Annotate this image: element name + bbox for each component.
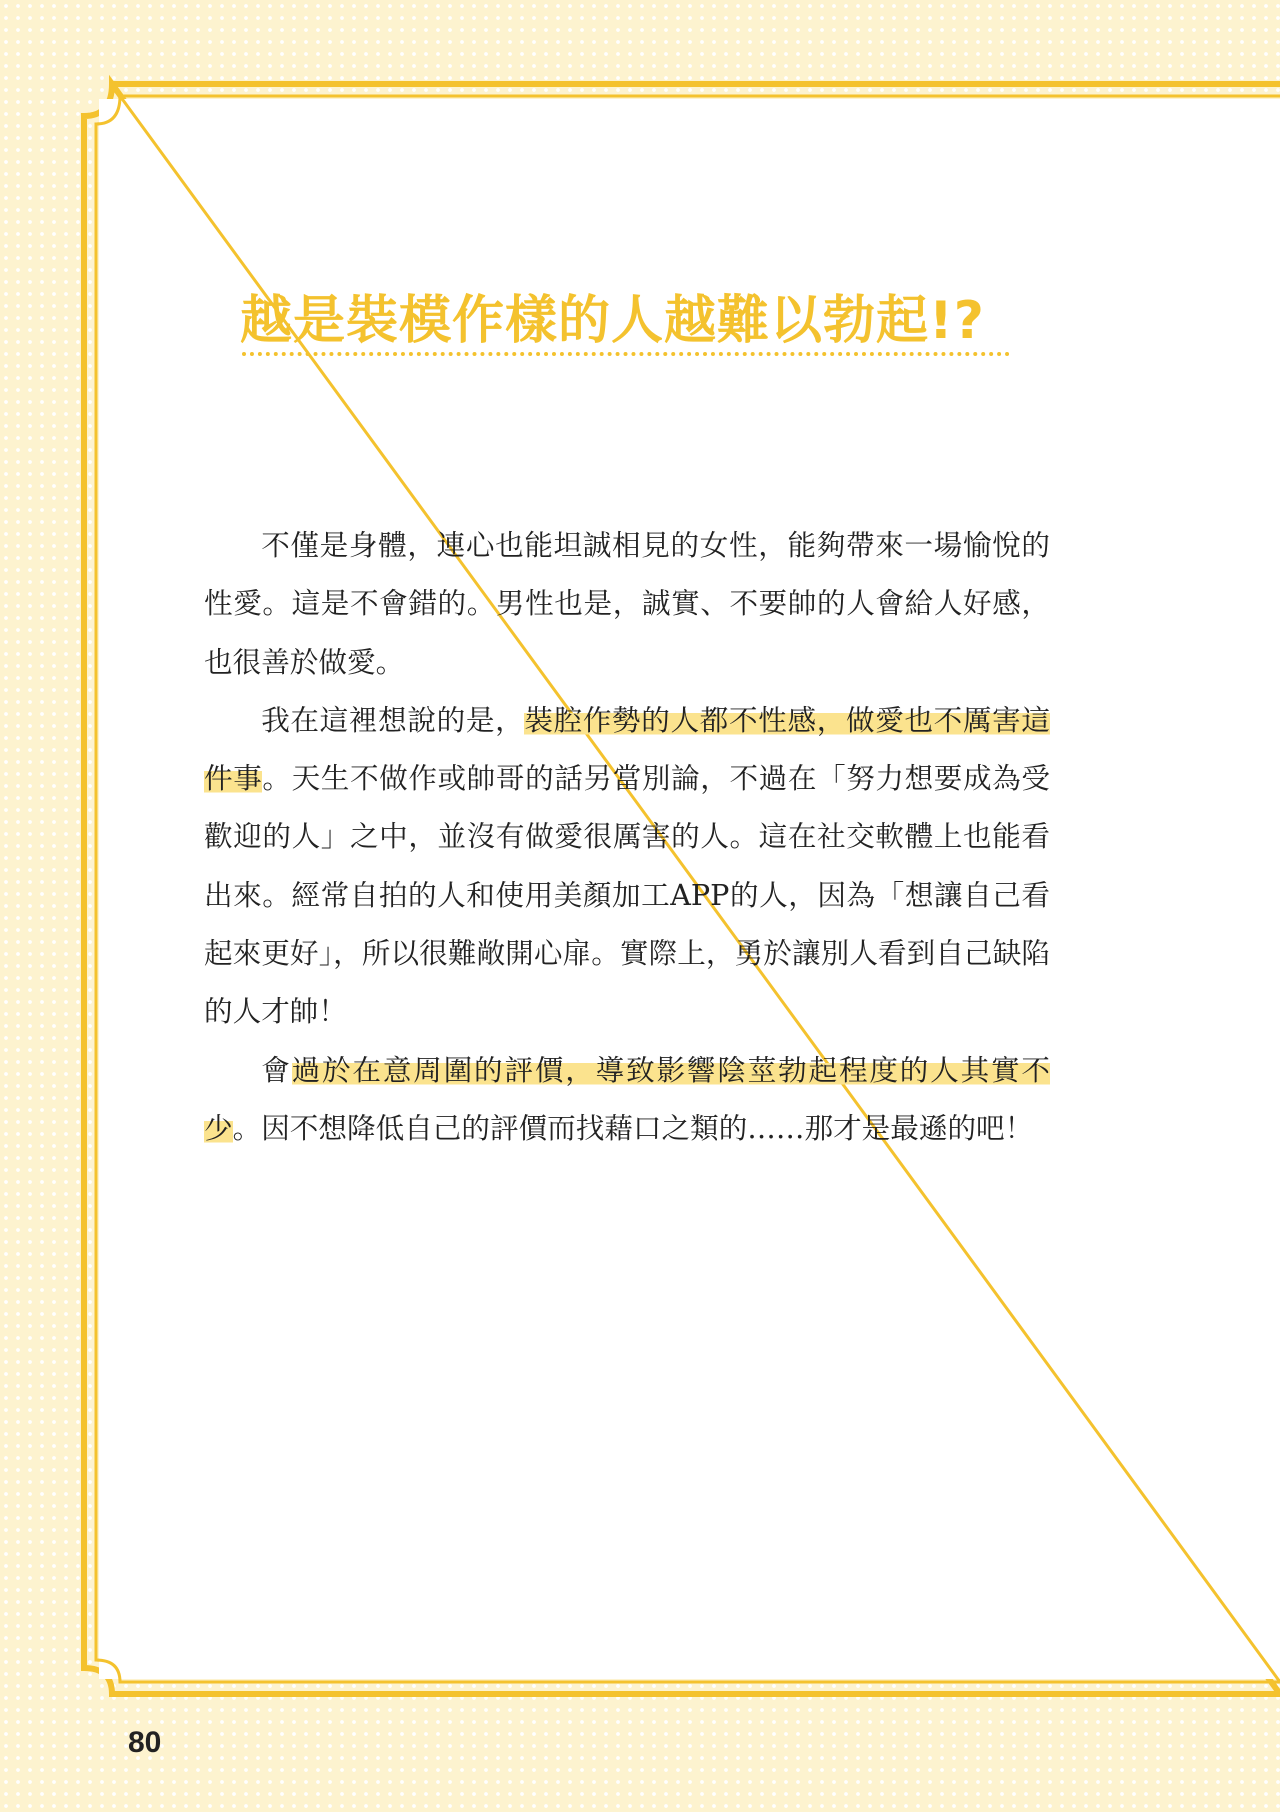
highlighted-text: 裝腔作勢的人都不性感，做愛也不厲害這件事 bbox=[204, 702, 1050, 796]
highlighted-text: 過於在意周圍的評價，導致影響陰莖勃起程度的人其實不少 bbox=[204, 1052, 1050, 1145]
body-text bbox=[204, 516, 1050, 1157]
paragraph bbox=[204, 516, 1050, 691]
page-title: 越是裝模作樣的人越難以勃起!? bbox=[240, 291, 985, 351]
paragraph bbox=[204, 1041, 1050, 1158]
paragraph-text: 不僅是身體，連心也能坦誠相見的女性，能夠帶來一場愉悅的性愛。這是不會錯的。男性也是，誠實、不要帥的人會給人好感，也很善於做愛。 bbox=[204, 528, 1050, 679]
title-dotted-underline bbox=[242, 352, 1010, 356]
paragraph-text: 。天生不做作或帥哥的話另當別論，不過在「努力想要成為受歡迎的人」之中，並沒有做愛很厲害的人。這在社交軟體上也能看出來。經常自拍的人和使用美顏加工APP的人，因為「想讓自己看起來更好」，所以很難敞開心扉。實際上，勇於讓別人看到自己缺陷的人才帥！ bbox=[204, 761, 1050, 1029]
paragraph-text: 。因不想降低自己的評價而找藉口之類的……那才是最遜的吧！ bbox=[232, 1110, 1034, 1145]
paragraph-text: 我在這裡想說的是， bbox=[261, 702, 525, 737]
page-number: 80 bbox=[128, 1726, 162, 1759]
paragraph-text: 會 bbox=[261, 1052, 292, 1087]
paragraph bbox=[204, 691, 1050, 1041]
